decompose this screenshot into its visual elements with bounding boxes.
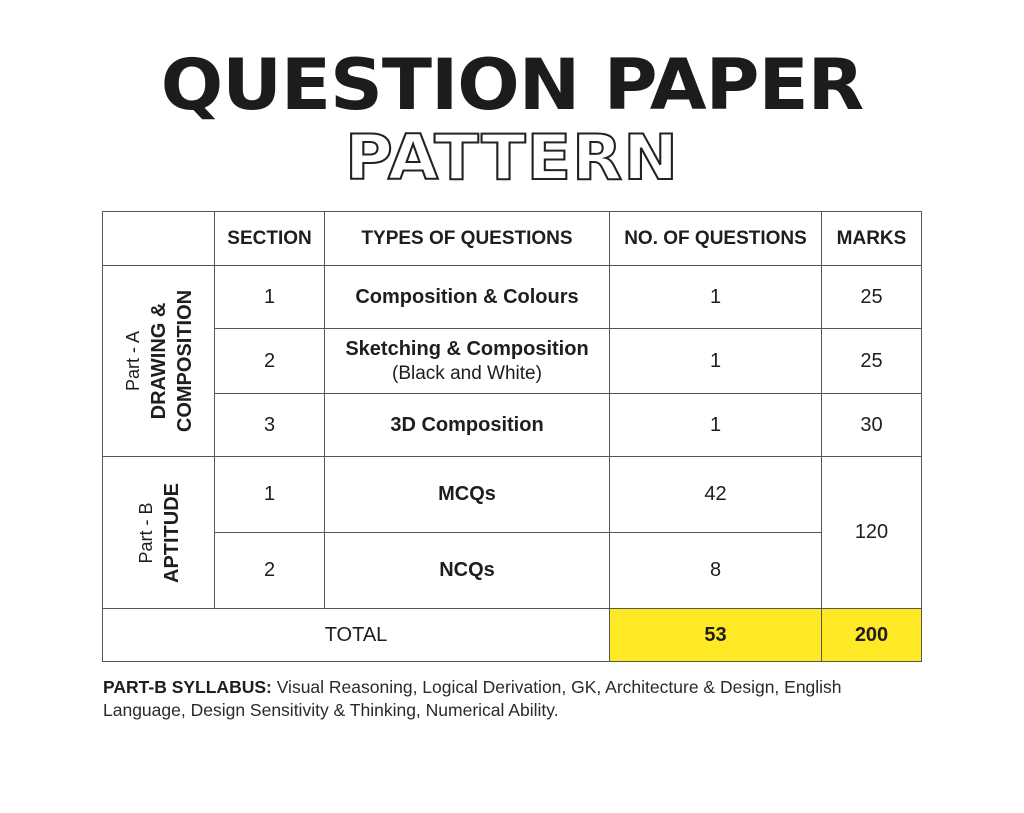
page-subtitle: PATTERN xyxy=(345,121,679,194)
table-row xyxy=(103,394,922,457)
total-row xyxy=(103,609,922,662)
part-b-label xyxy=(133,483,185,583)
section-cell: 1 xyxy=(215,266,325,329)
table-row xyxy=(103,457,922,533)
syllabus-text: Visual Reasoning, Logical Derivation, GK, Architecture & Design, English Language, Design Sensitivity & Thinking, Numerical Ability. xyxy=(103,677,842,720)
header-empty-cell xyxy=(103,212,215,266)
question-type-cell: Composition & Colours xyxy=(325,266,610,329)
question-count-cell: 42 xyxy=(610,457,822,533)
table-row xyxy=(103,266,922,329)
question-count-cell: 1 xyxy=(610,329,822,394)
part-a-name: Part - A xyxy=(122,330,143,392)
header-question-types: TYPES OF QUESTIONS xyxy=(325,212,610,266)
question-type-note: (Black and White) xyxy=(392,362,542,384)
part-b-label-cell xyxy=(103,457,215,609)
question-type-cell: 3D Composition xyxy=(325,394,610,457)
part-b-title: APTITUDE xyxy=(160,482,183,583)
part-b-name: Part - B xyxy=(135,502,156,564)
header-marks: MARKS xyxy=(822,212,922,266)
question-type-cell: NCQs xyxy=(325,533,610,609)
part-a-label-cell xyxy=(103,266,215,457)
header-section: SECTION xyxy=(215,212,325,266)
question-type-cell: MCQs xyxy=(325,457,610,533)
header-question-count: NO. OF QUESTIONS xyxy=(610,212,822,266)
section-cell: 2 xyxy=(215,329,325,394)
page-title: QUESTION PAPER xyxy=(160,44,864,126)
question-type-text: Sketching & Composition xyxy=(345,337,589,360)
question-count-cell: 1 xyxy=(610,266,822,329)
total-label: TOTAL xyxy=(103,609,610,662)
marks-cell: 120 xyxy=(822,457,922,609)
total-count: 53 xyxy=(610,609,822,662)
table-header-row xyxy=(103,212,922,266)
section-cell: 2 xyxy=(215,533,325,609)
syllabus-label: PART-B SYLLABUS: xyxy=(103,677,272,697)
question-type-cell xyxy=(325,329,610,394)
table-row xyxy=(103,533,922,609)
question-count-cell: 1 xyxy=(610,394,822,457)
section-cell: 3 xyxy=(215,394,325,457)
part-a-title-line1: DRAWING & xyxy=(147,302,170,420)
question-paper-table xyxy=(102,211,922,662)
syllabus-note xyxy=(103,676,863,722)
part-a-label xyxy=(120,290,198,432)
marks-cell: 25 xyxy=(822,266,922,329)
table-row xyxy=(103,329,922,394)
question-count-cell: 8 xyxy=(610,533,822,609)
part-a-title-line2: COMPOSITION xyxy=(173,289,196,433)
section-cell: 1 xyxy=(215,457,325,533)
marks-cell: 30 xyxy=(822,394,922,457)
marks-cell: 25 xyxy=(822,329,922,394)
total-marks: 200 xyxy=(822,609,922,662)
